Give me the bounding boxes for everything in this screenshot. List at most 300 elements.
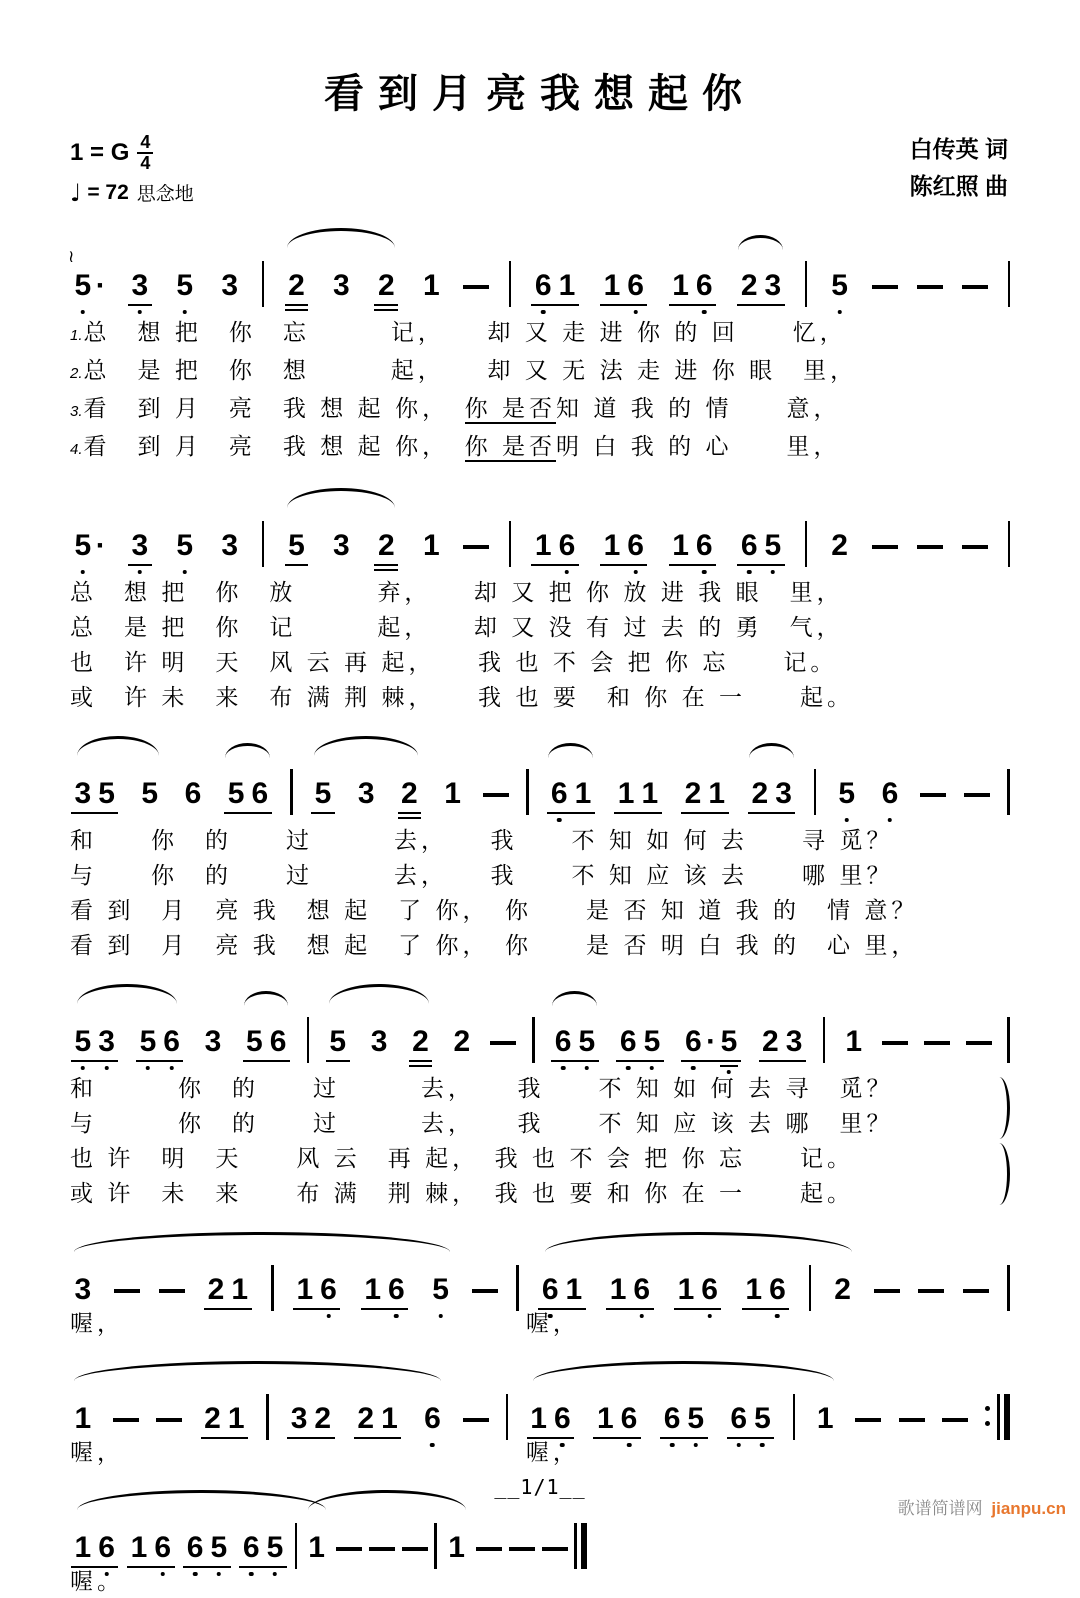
- note-group: [310, 779, 336, 809]
- note-digit: 3: [95, 1027, 119, 1057]
- note-digit: 5: [71, 531, 95, 561]
- note-group: [284, 271, 310, 301]
- note-digit: 1: [677, 1273, 695, 1306]
- note-digit: 5: [71, 271, 95, 301]
- music-system: [70, 1487, 1010, 1598]
- duration-dash: [855, 1418, 881, 1422]
- low-octave-dot: [633, 570, 638, 575]
- score: [70, 225, 1010, 1598]
- note-digit: 6: [698, 1275, 722, 1305]
- key-signature: [70, 133, 1010, 173]
- watermark: [898, 1494, 1066, 1519]
- low-octave-dot: [633, 310, 638, 315]
- lyrics-line: [70, 1106, 1010, 1141]
- barline: [532, 1017, 535, 1063]
- note-digit: 5: [98, 777, 115, 810]
- lyrics-line: [70, 645, 1010, 680]
- note-digit: 5: [575, 1027, 599, 1057]
- duration-dash: [924, 1041, 950, 1045]
- music-system: [70, 981, 1010, 1211]
- note-group: [530, 531, 579, 561]
- note-digit: 1: [641, 777, 659, 810]
- dot-after: ·: [95, 269, 106, 302]
- note-digit: 3: [221, 529, 239, 562]
- note-digit: 1: [530, 1402, 547, 1435]
- tempo-value: = 72: [87, 180, 129, 204]
- music-system: [70, 225, 1010, 467]
- duration-dash: [509, 1547, 535, 1551]
- note-digit: 1: [574, 777, 592, 810]
- note-digit: 2: [762, 1025, 779, 1058]
- note-digit: 2: [453, 1025, 471, 1058]
- note-group: [329, 531, 355, 561]
- score-header: [70, 133, 1010, 207]
- duration-dash: [369, 1547, 395, 1551]
- note-digit: 3: [221, 269, 239, 302]
- note-digit: 5: [227, 777, 245, 810]
- duration-dash: [874, 1289, 900, 1293]
- note-digit: 2: [204, 1402, 221, 1435]
- barline: [1007, 1017, 1010, 1063]
- lyric-text: 你 是否: [465, 395, 556, 424]
- note-group: [680, 1027, 741, 1057]
- note-digit: 6: [151, 1533, 175, 1563]
- lyric-text: 或 许 未 来 布 满 荆 棘， 我 也 要 和 你 在 一 起。: [70, 684, 855, 710]
- lyrics-block: [70, 1071, 1010, 1211]
- note-digit: 1: [444, 777, 461, 810]
- note-group: [353, 779, 379, 809]
- lyrics-line: [70, 1176, 1010, 1211]
- duration-dash: [483, 793, 509, 797]
- note-group: [366, 1027, 392, 1057]
- repeat-dot: [985, 1421, 990, 1426]
- duration-dash: [490, 1041, 516, 1045]
- note-digit: 6: [385, 1275, 409, 1305]
- low-octave-dot: [81, 310, 86, 315]
- note-group: [418, 271, 444, 301]
- lyric-text: 与 你 的 过 去， 我 不 知 应 该 去 哪 里？: [70, 862, 894, 888]
- note-digit: 1: [565, 1273, 583, 1306]
- lyric-text: 喔，: [525, 1439, 580, 1465]
- note-group: [70, 1027, 119, 1057]
- lyrics-line: [70, 575, 1010, 610]
- lyric-text: 也 许 明 天 风 云 再 起， 我 也 不 会 把 你 忘 记。: [70, 649, 838, 675]
- lyrics-block: [70, 315, 1010, 467]
- duration-dash: [963, 1289, 989, 1293]
- note-group: [428, 1275, 454, 1305]
- note-digit: 2: [751, 777, 769, 810]
- duration-dash: [872, 285, 898, 289]
- duration-dash: [542, 1547, 568, 1551]
- composer-credit: 陈红照 曲: [909, 173, 1008, 199]
- low-octave-dot: [626, 1066, 631, 1071]
- slur-arc: [749, 743, 794, 758]
- slur-arc: [225, 743, 270, 758]
- note-digit: 6: [660, 1404, 684, 1434]
- note-group: [172, 531, 198, 561]
- note-digit: 1: [672, 269, 689, 302]
- lyrics-line: [70, 1563, 1010, 1598]
- note-group: [373, 531, 399, 561]
- note-digit: 5: [429, 1275, 453, 1305]
- note-group: [758, 1027, 807, 1057]
- low-octave-dot: [81, 570, 86, 575]
- note-group: [70, 1404, 96, 1434]
- note-group: [242, 1027, 291, 1057]
- lyric-text: 喔，: [70, 1439, 124, 1465]
- note-digit: 1: [745, 1273, 763, 1306]
- note-digit: 2: [314, 1402, 332, 1435]
- lyrics-line: [70, 1434, 1010, 1469]
- note-group: [830, 1275, 856, 1305]
- barline: [509, 521, 512, 567]
- note-digit: 6: [555, 531, 579, 561]
- duration-dash: [917, 285, 943, 289]
- note-digit: 1: [816, 1402, 834, 1435]
- note-digit: 3: [290, 1402, 308, 1435]
- note-digit: 1: [231, 1273, 249, 1306]
- note-group: [286, 1404, 335, 1434]
- time-numerator: 4: [137, 133, 153, 154]
- lyric-text: 2.: [70, 365, 83, 382]
- duration-dash: [964, 793, 990, 797]
- lyric-text: 和 你 的 过 去， 我 不 知 如 何 去 寻 觅？: [70, 1075, 894, 1101]
- low-octave-dot: [146, 1066, 151, 1071]
- lyric-text: 看 到 月 亮 我 想 起 了 你， 你 是 否 知 道 我 的 情 意？: [70, 897, 919, 923]
- low-octave-dot: [561, 1066, 566, 1071]
- note-digit: 6: [317, 1275, 341, 1305]
- music-system: [70, 1229, 1010, 1340]
- note-group: [70, 779, 119, 809]
- note-digit: 3: [128, 531, 152, 561]
- note-digit: 2: [740, 269, 758, 302]
- dot-after: ·: [95, 529, 106, 562]
- slur-arc: [548, 743, 593, 758]
- lyrics-line: [70, 928, 1010, 963]
- note-digit: 1: [422, 269, 440, 302]
- note-digit: 5: [751, 1404, 775, 1434]
- barline: [509, 261, 512, 307]
- repeat-dots: [985, 1406, 990, 1426]
- lyric-text: 明 白 我 的 心 里，: [555, 433, 841, 459]
- ornament-icon: ≀: [68, 247, 75, 267]
- slur-arc: [74, 1232, 450, 1252]
- note-digit: 6: [737, 531, 761, 561]
- time-signature: [137, 133, 153, 173]
- note-group: [408, 1027, 434, 1057]
- duration-dash: [472, 1289, 498, 1293]
- low-octave-dot: [541, 310, 546, 315]
- note-digit: 6: [531, 271, 555, 301]
- note-digit: 5: [761, 531, 785, 561]
- note-group: [68, 247, 108, 302]
- note-group: [736, 271, 785, 301]
- note-group: [70, 1275, 96, 1305]
- lyrics-line: [70, 823, 1010, 858]
- note-digit: 1: [617, 777, 635, 810]
- note-group: [70, 531, 108, 561]
- note-digit: 1: [534, 529, 552, 562]
- slur-arc: [77, 984, 177, 1004]
- note-group: [747, 779, 796, 809]
- low-octave-dot: [183, 310, 188, 315]
- lyric-text: 你 是否: [465, 433, 556, 462]
- note-digit: 6: [551, 1027, 575, 1057]
- low-octave-dot: [585, 1066, 590, 1071]
- low-octave-dot: [183, 570, 188, 575]
- note-digit: 5: [136, 1027, 160, 1057]
- note-digit: 5: [314, 777, 332, 810]
- duration-dash: [402, 1547, 428, 1551]
- note-digit: 5: [141, 777, 159, 810]
- lyric-text: 也 许 明 天 风 云 再 起， 我 也 不 会 把 你 忘 记。: [70, 1145, 855, 1171]
- note-digit: 1: [558, 269, 576, 302]
- note-digit: 1: [364, 1273, 382, 1306]
- duration-dash: [872, 545, 898, 549]
- slur-arc: [533, 1361, 834, 1381]
- duration-dash: [917, 545, 943, 549]
- watermark-link[interactable]: jianpu.cn: [991, 1499, 1066, 1518]
- note-digit: 2: [207, 1273, 225, 1306]
- note-group: [420, 1404, 446, 1434]
- lyrics-line: [70, 353, 1010, 391]
- note-group: [841, 1027, 867, 1057]
- lyric-text: 总 想 把 你 放 弃， 却 又 把 你 放 进 我 眼 里，: [70, 579, 844, 605]
- low-octave-dot: [81, 1066, 86, 1071]
- note-digit: 2: [684, 777, 702, 810]
- slur-arc: [74, 1361, 442, 1381]
- note-digit: 3: [128, 271, 152, 301]
- note-group: [329, 271, 355, 301]
- note-group: [599, 531, 648, 561]
- note-group: [444, 1533, 470, 1563]
- barline: [262, 521, 265, 567]
- notes-line: [70, 1358, 1010, 1434]
- note-digit: 3: [357, 777, 375, 810]
- note-group: [353, 1404, 402, 1434]
- note-group: [440, 779, 466, 809]
- lyrics-line: [70, 1071, 1010, 1106]
- low-octave-dot: [837, 310, 842, 315]
- slur-arc: [738, 235, 783, 250]
- note-group: [137, 779, 163, 809]
- note-digit: 5: [828, 271, 852, 301]
- duration-dash: [156, 1418, 182, 1422]
- low-octave-dot: [771, 570, 776, 575]
- note-digit: 2: [831, 529, 848, 562]
- note-group: [200, 1404, 249, 1434]
- note-group: [827, 271, 853, 301]
- lyric-text: 总 是 把 你 想 起， 却 又 无 法 走 进 你 眼 里，: [83, 357, 858, 383]
- low-octave-dot: [169, 1066, 174, 1071]
- note-digit: 6: [766, 1275, 790, 1305]
- note-digit: 2: [401, 777, 418, 810]
- barline: [526, 769, 529, 815]
- music-system: [70, 733, 1010, 963]
- repeat-dot: [985, 1406, 990, 1411]
- lyric-text: 总 想 把 你 忘 记， 却 又 走 进 你 的 回 忆，: [83, 319, 847, 345]
- barline: [290, 769, 293, 815]
- note-group: [172, 271, 198, 301]
- note-group: [726, 1404, 775, 1434]
- note-group: [292, 1275, 341, 1305]
- note-digit: 3: [775, 777, 792, 810]
- note-digit: 1: [130, 1531, 148, 1564]
- note-digit: 6: [617, 1404, 641, 1434]
- note-group: [127, 271, 153, 301]
- note-digit: 1: [708, 777, 725, 810]
- duration-dash: [476, 1547, 502, 1551]
- notes-line: [70, 1229, 1010, 1305]
- note-digit: 5: [288, 529, 305, 562]
- note-group: [537, 1275, 586, 1305]
- low-octave-dot: [557, 818, 562, 823]
- lyric-text: 看 到 月 亮 我 想 起 你，: [83, 395, 465, 421]
- note-digit: 6: [538, 1275, 562, 1305]
- lyrics-line: [70, 858, 1010, 893]
- note-digit: 5: [207, 1533, 231, 1563]
- note-digit: 5: [173, 531, 197, 561]
- duration-dash: [463, 285, 489, 289]
- note-group: [200, 1027, 226, 1057]
- duration-dash: [899, 1418, 925, 1422]
- lyric-text: 和 你 的 过 去， 我 不 知 如 何 去 寻 觅？: [70, 827, 894, 853]
- lyric-text: 喔，: [525, 1310, 580, 1336]
- lyric-text: 看 到 月 亮 我 想 起 了 你， 你 是 否 明 白 我 的 心 里，: [70, 932, 919, 958]
- lyric-text: 喔，: [70, 1310, 124, 1336]
- duration-dash: [113, 1418, 139, 1422]
- note-group: [373, 271, 399, 301]
- duration-dash: [918, 1289, 944, 1293]
- barline: [1008, 261, 1011, 307]
- note-digit: 3: [785, 1025, 803, 1058]
- note-digit: 1: [596, 1402, 614, 1435]
- lyrics-block: [70, 823, 1010, 963]
- note-group: [827, 531, 853, 561]
- slur-arc: [314, 736, 418, 756]
- low-octave-dot: [702, 570, 707, 575]
- lyric-text: 喔。: [70, 1568, 124, 1594]
- lyrics-line: [70, 893, 1010, 928]
- low-octave-dot: [691, 1066, 696, 1071]
- barline: [814, 769, 817, 815]
- note-group: [877, 779, 903, 809]
- note-group: [217, 271, 243, 301]
- low-octave-dot: [138, 570, 143, 575]
- note-digit: 1: [603, 529, 621, 562]
- time-denominator: 4: [140, 152, 151, 173]
- note-digit: 2: [288, 269, 305, 302]
- lyric-text: 知 道 我 的 情 意，: [555, 395, 841, 421]
- note-group: [668, 271, 717, 301]
- barline: [805, 261, 808, 307]
- note-group: [449, 1027, 475, 1057]
- low-octave-dot: [888, 818, 893, 823]
- barline: [307, 1017, 310, 1063]
- duration-dash: [966, 1041, 992, 1045]
- note-digit: 1: [381, 1402, 398, 1435]
- note-digit: 6: [183, 1533, 207, 1563]
- note-digit: 6: [421, 1404, 445, 1434]
- duration-dash: [463, 545, 489, 549]
- tempo-marking: [70, 179, 1010, 207]
- lyrics-line: [70, 315, 1010, 353]
- note-group: [659, 1404, 708, 1434]
- low-octave-dot: [138, 310, 143, 315]
- lyricist-credit: 白传英 词: [909, 136, 1008, 162]
- note-group: [546, 779, 595, 809]
- slur-arc: [287, 488, 395, 508]
- note-digit: 5: [246, 1025, 263, 1058]
- duration-dash: [962, 285, 988, 289]
- duration-dash: [463, 1418, 489, 1422]
- song-title: 看到月亮我想起你: [324, 70, 756, 117]
- note-group: [605, 1275, 654, 1305]
- note-digit: 1: [845, 1025, 862, 1058]
- lyrics-line: [70, 1305, 1010, 1340]
- notes-line: [70, 225, 1010, 301]
- note-digit: 6: [692, 531, 716, 561]
- lyric-text: 4.: [70, 441, 83, 458]
- note-digit: 6: [630, 1275, 654, 1305]
- low-octave-dot: [844, 818, 849, 823]
- slur-arc: [287, 228, 395, 248]
- note-group: [217, 531, 243, 561]
- lyrics-line: [70, 1141, 1010, 1176]
- low-octave-dot: [747, 570, 752, 575]
- note-digit: 3: [204, 1025, 222, 1058]
- note-group: [613, 779, 662, 809]
- note-digit: 1: [227, 1402, 245, 1435]
- note-digit: 6: [624, 271, 648, 301]
- note-group: [223, 779, 272, 809]
- lyric-text: 与 你 的 过 去， 我 不 知 应 该 去 哪 里？: [70, 1110, 894, 1136]
- watermark-site: 歌谱简谱网: [897, 1499, 983, 1518]
- note-group: [668, 531, 717, 561]
- note-group: [550, 1027, 599, 1057]
- note-group: [360, 1275, 409, 1305]
- duration-dash: [882, 1041, 908, 1045]
- credits: [910, 131, 1008, 205]
- music-system: [70, 1358, 1010, 1469]
- note-group: [203, 1275, 252, 1305]
- note-group: [135, 1027, 184, 1057]
- note-group: [180, 779, 206, 809]
- slur-arc: [77, 736, 158, 756]
- note-digit: 1: [603, 269, 621, 302]
- duration-dash: [920, 793, 946, 797]
- note-digit: 3: [370, 1025, 388, 1058]
- note-digit: 5: [684, 1404, 708, 1434]
- mood-text: 思念地: [136, 184, 194, 206]
- music-system: [70, 485, 1010, 715]
- note-group: [238, 1533, 287, 1563]
- note-digit: 5: [71, 1027, 95, 1057]
- note-digit: 5: [640, 1027, 664, 1057]
- page-number: __1/1__: [494, 1475, 586, 1499]
- note-group: [680, 779, 729, 809]
- duration-dash: [114, 1289, 140, 1293]
- note-group: [418, 531, 444, 561]
- note-digit: 6: [616, 1027, 640, 1057]
- lyrics-line: [70, 680, 1010, 715]
- note-group: [70, 1533, 119, 1563]
- note-digit: 5: [717, 1027, 741, 1057]
- barline: [1007, 769, 1010, 815]
- low-octave-dot: [565, 570, 570, 575]
- note-group: [397, 779, 423, 809]
- low-octave-dot: [650, 1066, 655, 1071]
